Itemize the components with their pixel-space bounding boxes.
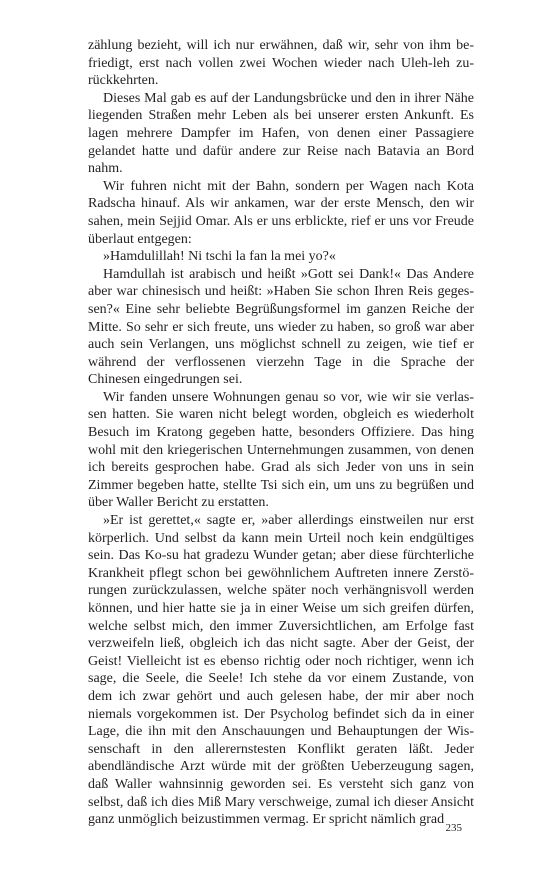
paragraph: Wir fanden unsere Wohnungen genau so vor, wie wir sie verlassen hatten. Sie waren nicht belegt worden, obgleich es wiederholt Besuch im Kratong gegeben hatte, besonders Offiziere. Das hing wohl mit den kriegerischen Unternehmungen zusammen, von denen ich bereits gesprochen habe. Grad als sich Jeder von uns in sein Zimmer begeben hatte, stellte Tsi sich ein, um uns zu begrüßen und über Waller Bericht zu erstatten. bbox=[88, 389, 474, 511]
paragraph: Hamdullah ist arabisch und heißt »Gott sei Dank!« Das Andere aber war chinesisch und heißt: »Haben Sie schon Ihren Reis gegessen?« Eine sehr beliebte Begrüßungsformel im ganzen Reiche der Mitte. So sehr er sich freute, uns wieder zu haben, so groß war aber auch sein Verlangen, uns möglichst schnell zu zeigen, wie tief er während der verflossenen vierzehn Tage in die Sprache der Chinesen eingedrungen sei. bbox=[88, 266, 474, 388]
page-number: 235 bbox=[445, 822, 462, 834]
paragraph: Wir fuhren nicht mit der Bahn, sondern per Wagen nach Kota Radscha hinauf. Als wir ankamen, war der erste Mensch, den wir sahen, mein Sejjid Omar. Als er uns erblickte, rief er uns vor Freude überlaut entgegen: bbox=[88, 178, 474, 247]
paragraph: zählung bezieht, will ich nur erwähnen, daß wir, sehr von ihm befriedigt, erst nach vollen zwei Wochen wieder nach Uleh-leh zurückkehrten. bbox=[88, 38, 474, 89]
paragraph: »Er ist gerettet,« sagte er, »aber allerdings einstweilen nur erst körperlich. Und selbst da kann mein Urteil noch kein endgültiges sein. Das Ko-su hat gradezu Wunder getan; aber diese fürchterliche Krankheit pflegt schon bei gewöhnlichem Auftreten innere Zerstörungen zurückzulassen, welche später noch verhängnisvoll werden können, und hier hatte sie ja in einer Weise um sich greifen dürfen, welche selbst mich, den immer Zuversichtlichen, am Erfolge fast verzweifeln ließ, obgleich ich das nicht sagte. Aber der Geist, der Geist! Vielleicht ist es ebenso richtig oder noch richtiger, wenn ich sage, die Seele, die Seele! Ich stehe da vor einem Zustande, von dem ich zwar gehört und auch gelesen habe, der mir aber noch niemals vorgekommen ist. Der Psycholog befindet sich da in einer Lage, die ihn mit den Anschauungen und Behauptungen der Wissenschaft in den allerernstesten Konflikt geraten läßt. Jeder abendländische Arzt würde mit der größten Ueberzeugung sagen, daß Waller wahnsinnig geworden sei. Es versteht sich ganz von selbst, daß ich dies Miß Mary verschweige, zumal ich dieser Ansicht ganz unmöglich beizustimmen vermag. Er spricht nämlich grad bbox=[88, 513, 474, 828]
book-page-text bbox=[88, 37, 474, 829]
paragraph: Dieses Mal gab es auf der Landungsbrücke und den in ihrer Nähe liegenden Straßen mehr Leben als bei unserer ersten Ankunft. Es lagen mehrere Dampfer im Hafen, von denen einer Passagiere gelandet hatte und dafür andere zur Reise nach Batavia an Bord nahm. bbox=[88, 90, 474, 177]
paragraph: »Hamdulillah! Ni tschi la fan la mei yo?« bbox=[103, 249, 336, 265]
